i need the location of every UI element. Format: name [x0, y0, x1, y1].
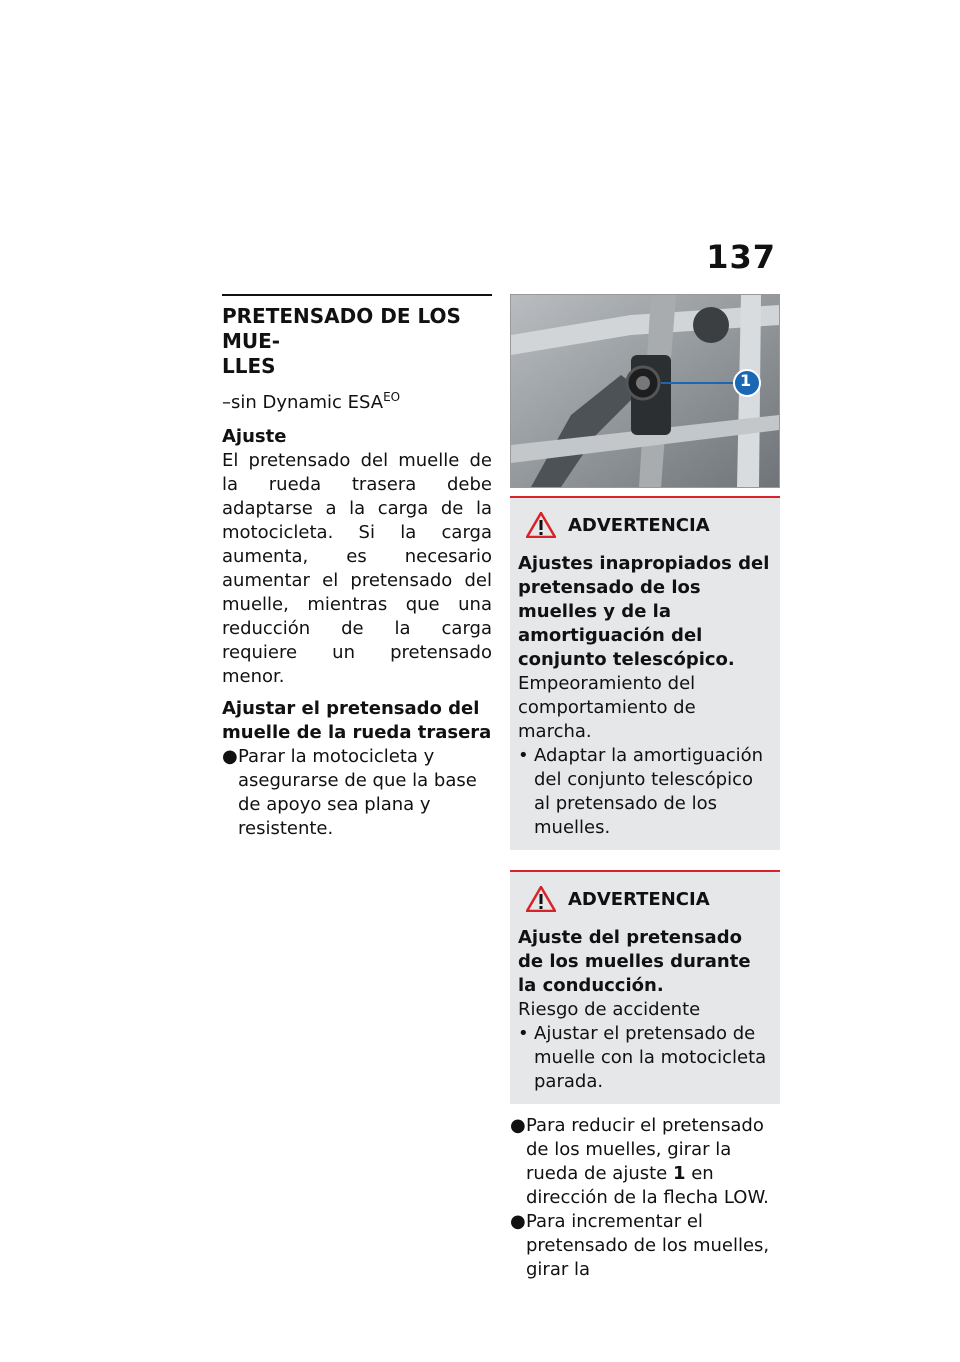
- ajustar-block: [222, 697, 492, 841]
- warning-box-2: [510, 870, 780, 1104]
- warning-heading: Ajuste del pretensado de los muelles durante la conducción.: [518, 927, 751, 996]
- step-text-before: Para reducir el pretensado de los muelles, girar la rueda de ajuste: [526, 1115, 764, 1184]
- warning-label: ADVERTENCIA: [568, 888, 710, 910]
- section-title-line1: PRETENSADO DE LOS MUE-: [222, 304, 461, 353]
- step-text-after: en dirección de la flecha LOW.: [526, 1163, 769, 1208]
- step-text: Parar la motocicleta y asegurarse de que la base de apoyo sea plana y resistente.: [238, 746, 477, 839]
- section-rule: [222, 294, 492, 296]
- right-column: [510, 294, 780, 1282]
- rear-shock-photo: [510, 294, 780, 488]
- step-item: [222, 745, 492, 841]
- warning-box-1: [510, 496, 780, 850]
- step-callout-ref: 1: [672, 1163, 686, 1184]
- section-title-line2: LLES: [222, 354, 276, 378]
- warning-triangle-icon: [526, 886, 556, 912]
- warning-label: ADVERTENCIA: [568, 514, 710, 536]
- step-item: [510, 1210, 780, 1282]
- warning-text: Riesgo de accidente: [518, 999, 701, 1020]
- ajustar-heading: Ajustar el pretensado del muelle de la rueda trasera: [222, 698, 492, 743]
- section-subtitle: [222, 385, 492, 415]
- small-bullet-icon: •: [518, 1023, 529, 1044]
- section-title: [222, 304, 492, 379]
- warning-bullet-text: Ajustar el pretensado de muelle con la motocicleta parada.: [534, 1023, 767, 1092]
- subtitle-text: –sin Dynamic ESA: [222, 392, 384, 413]
- ajuste-block: [222, 425, 492, 689]
- bullet-dot-icon: ●: [510, 1211, 526, 1232]
- rear-shock-illustration: [511, 295, 779, 487]
- ajuste-text: El pretensado del muelle de la rueda trasera debe adaptarse a la carga de la motocicleta. Si la carga aumenta, es necesario aumentar el pretensado del muelle, mientras que una reducción de la carga requiere un pretensado menor.: [222, 450, 492, 687]
- warning-heading: Ajustes inapropiados del pretensado de los muelles y de la amortiguación del conjunto telescópico.: [518, 553, 770, 670]
- left-column: [222, 294, 492, 849]
- warning-header: [526, 512, 772, 538]
- bullet-dot-icon: ●: [222, 746, 238, 767]
- step-text-before: Para incrementar el pretensado de los muelles, girar la: [526, 1211, 770, 1280]
- bullet-dot-icon: ●: [510, 1115, 526, 1136]
- subtitle-superscript: EO: [383, 390, 401, 404]
- warning-bullet-text: Adaptar la amortiguación del conjunto telescópico al pretensado de los muelles.: [534, 745, 764, 838]
- warning-text: Empeoramiento del comportamiento de marcha.: [518, 673, 696, 742]
- callout-number: 1: [740, 371, 752, 390]
- warning-bullet: [518, 1022, 772, 1094]
- warning-bullet: [518, 744, 772, 840]
- small-bullet-icon: •: [518, 745, 529, 766]
- ajuste-heading: Ajuste: [222, 426, 287, 447]
- step-item: [510, 1114, 780, 1210]
- warning-triangle-icon: [526, 512, 556, 538]
- warning-header: [526, 886, 772, 912]
- page-number: 137: [706, 238, 776, 276]
